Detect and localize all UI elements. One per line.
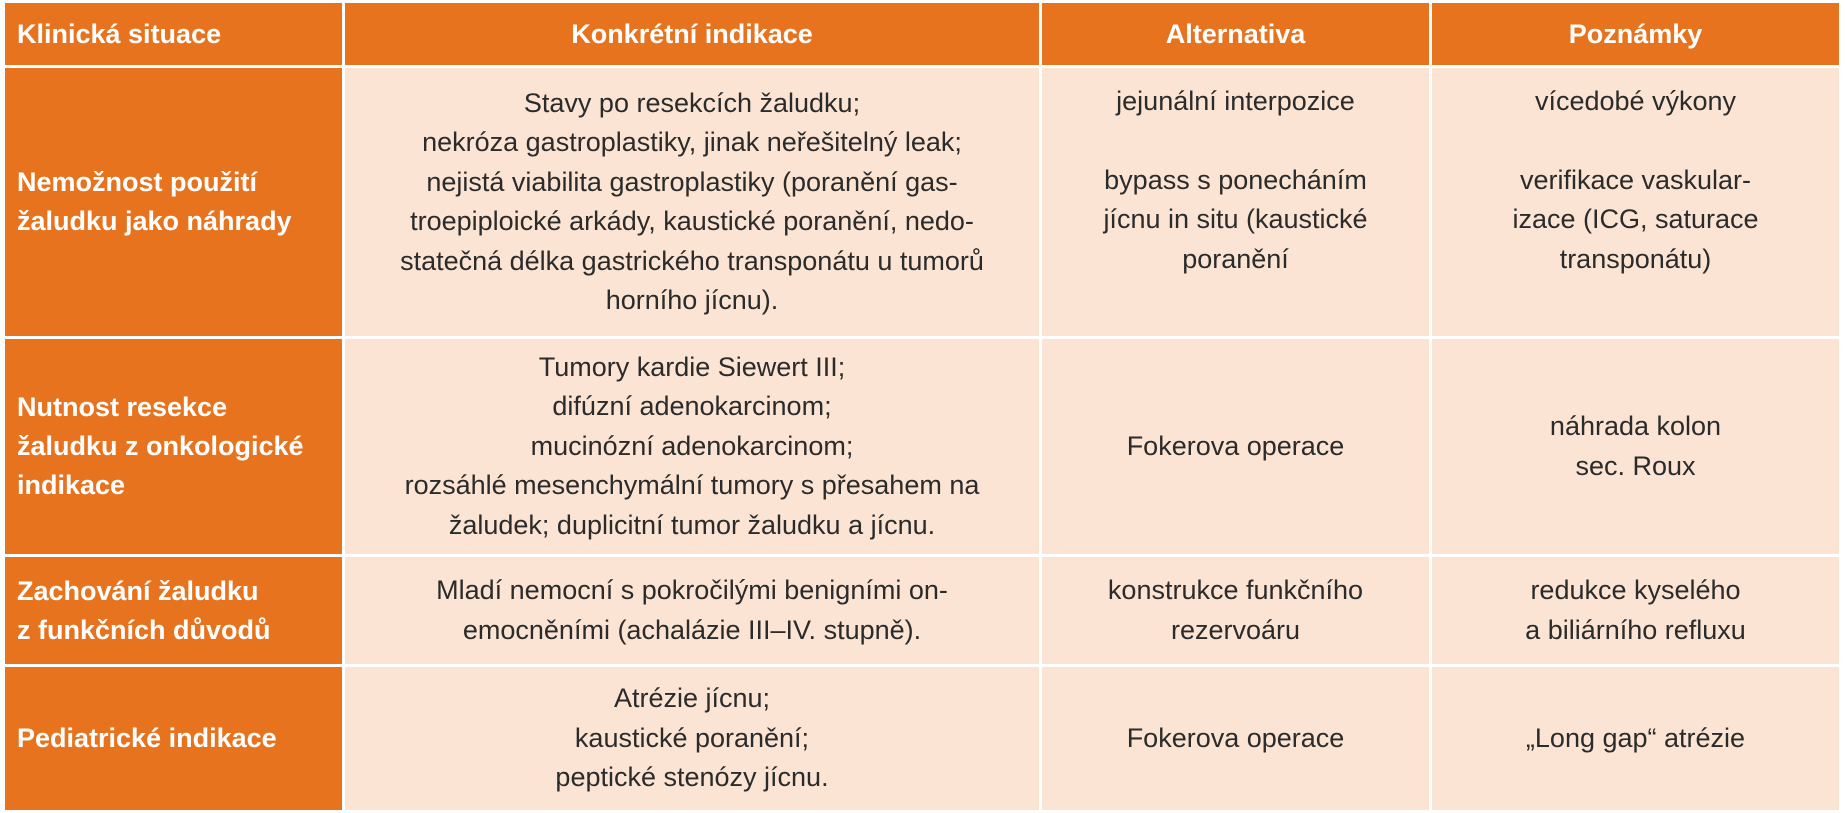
note-line: náhrada kolon	[1549, 411, 1722, 441]
alternative-line: konstrukce funkčního	[1107, 575, 1364, 605]
indication-line: Tumory kardie Siewert III;	[538, 351, 846, 382]
alternative-line: Fokerova operace	[1126, 722, 1345, 753]
indication-line: žaludek; duplicitní tumor žaludku a jícnu.	[448, 509, 936, 540]
indication-line: nekróza gastroplastiky, jinak neřešitelný leak;	[422, 127, 962, 157]
row-label-line: žaludku jako náhrady	[17, 206, 292, 236]
table-row	[4, 67, 1841, 338]
table-row	[4, 338, 1841, 556]
indication-line: difúzní adenokarcinom;	[552, 391, 832, 422]
indications-table	[2, 0, 1842, 813]
alternative-cell	[1041, 666, 1431, 812]
header-alternative: Alternativa	[1041, 2, 1431, 67]
indication-line: nejistá viabilita gastroplastiky (poranění gas-	[426, 166, 958, 197]
alternative-cell	[1041, 67, 1431, 338]
indication-cell	[344, 666, 1041, 812]
alternative-line: poranění	[1182, 243, 1289, 274]
indication-line: rozsáhlé mesenchymální tumory s přesahem na	[404, 470, 980, 501]
row-label	[4, 666, 344, 812]
note-line: transponátu)	[1559, 243, 1712, 274]
indication-line: kaustické poranění;	[574, 722, 810, 753]
row-label	[4, 556, 344, 666]
row-label-line: indikace	[17, 470, 126, 500]
indication-line: Mladí nemocní s pokročilými benigními on-	[436, 575, 948, 605]
spacer	[1442, 122, 1829, 161]
row-label-line: Zachování žaludku	[17, 575, 259, 606]
header-notes: Poznámky	[1431, 2, 1841, 67]
row-label-line: žaludku z onkologické	[17, 431, 304, 461]
indication-line: Stavy po resekcích žaludku;	[523, 87, 861, 118]
row-label-line: Pediatrické indikace	[17, 723, 277, 753]
row-label-line: z funkčních důvodů	[17, 614, 271, 645]
table-row	[4, 666, 1841, 812]
note-line: verifikace vaskular-	[1519, 164, 1752, 195]
row-label	[4, 338, 344, 556]
alternative-line: rezervoáru	[1170, 614, 1301, 645]
alternative-cell	[1041, 556, 1431, 666]
note-line: a biliárního refluxu	[1525, 614, 1746, 645]
indication-line: peptické stenózy jícnu.	[555, 762, 829, 793]
note-cell	[1431, 666, 1841, 812]
note-line: vícedobé výkony	[1534, 86, 1737, 116]
note-line: izace (ICG, saturace	[1512, 204, 1759, 234]
indication-line: mucinózní adenokarcinom;	[530, 430, 854, 461]
alternative-line: Fokerova operace	[1126, 430, 1345, 461]
header-clinical-situation: Klinická situace	[4, 2, 344, 67]
indication-line: troepiploické arkády, kaustické poranění, nedo-	[410, 206, 974, 236]
note-cell	[1431, 67, 1841, 338]
indication-line: statečná délka gastrického transponátu u tumorů	[400, 245, 984, 276]
row-label-line: Nemožnost použití	[17, 167, 257, 197]
alternative-line: bypass s ponecháním	[1104, 164, 1367, 195]
indication-line: horního jícnu).	[605, 285, 779, 315]
table-row	[4, 556, 1841, 666]
row-label-line: Nutnost resekce	[17, 392, 228, 422]
indication-cell	[344, 338, 1041, 556]
alternative-line: jejunální interpozice	[1116, 86, 1355, 116]
spacer	[1052, 122, 1419, 161]
note-cell	[1431, 338, 1841, 556]
note-line: redukce kyselého	[1530, 575, 1741, 605]
note-line: sec. Roux	[1575, 450, 1696, 481]
indication-cell	[344, 67, 1041, 338]
indication-cell	[344, 556, 1041, 666]
header-specific-indication: Konkrétní indikace	[344, 2, 1041, 67]
alternative-line: jícnu in situ (kaustické	[1103, 204, 1368, 234]
indication-line: emocněními (achalázie III–IV. stupně).	[462, 614, 922, 645]
note-cell	[1431, 556, 1841, 666]
indication-line: Atrézie jícnu;	[613, 683, 771, 714]
alternative-cell	[1041, 338, 1431, 556]
row-label	[4, 67, 344, 338]
header-row	[4, 2, 1841, 67]
note-line: „Long gap“ atrézie	[1525, 722, 1746, 753]
